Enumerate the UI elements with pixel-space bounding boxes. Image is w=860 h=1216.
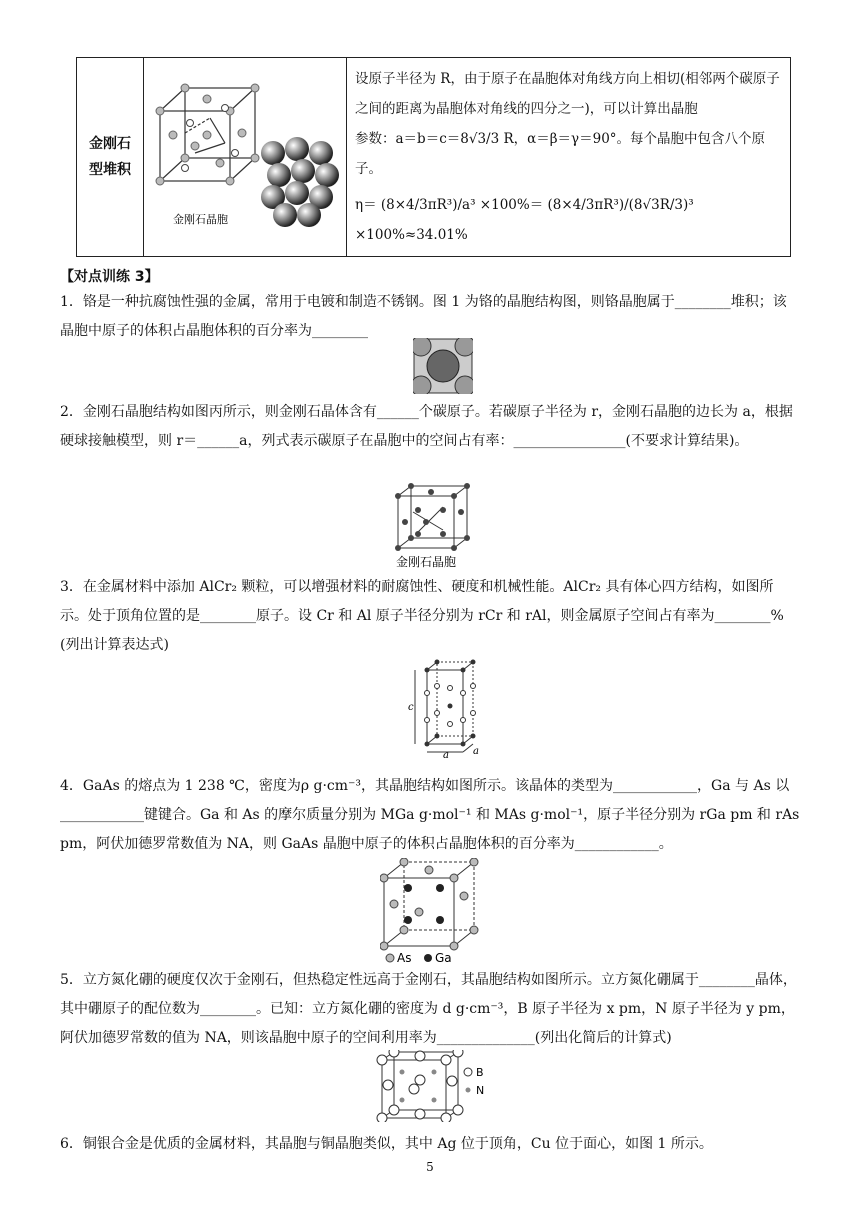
alcr2-a-label-1: a <box>443 750 449 758</box>
diamond-fig2-caption: 金刚石晶胞 <box>396 555 457 569</box>
question-2 <box>60 398 800 456</box>
gaas-legend-as: As <box>397 951 412 964</box>
q1-num: 1． <box>60 294 83 310</box>
q4-text: GaAs 的熔点为 1 238 ℃，密度为ρ g·cm⁻³，其晶胞结构如图所示。该晶体的类型为____________，Ga 与 As 以____________键键合。Ga 和 As 的摩尔质量分别为 MGa g·mol⁻¹ 和 MAs g·mol⁻¹，原子半径分别为 rGa pm 和 rAs pm，阿伏加德罗常数值为 NA，则 GaAs 晶胞中原子的体积占晶胞体积的百分率为____________。 <box>60 778 800 852</box>
q1-text: 铬是一种抗腐蚀性强的金属，常用于电镀和制造不锈钢。图 1 为铬的晶胞结构图，则铬晶胞属于________堆积；该晶胞中原子的体积占晶胞体积的百分率为________ <box>60 294 787 339</box>
q5-num: 5． <box>60 972 83 988</box>
diamond-figure-cell <box>144 58 347 257</box>
alcr2-c-label: c <box>408 702 414 713</box>
question-3 <box>60 573 800 660</box>
desc-line1: 设原子半径为 R，由于原子在晶胞体对角线方向上相切(相邻两个碳原子之间的距离为晶胞体对角线的四分之一)，可以计算出晶胞 <box>355 71 780 117</box>
q6-num: 6． <box>60 1136 83 1152</box>
table-label: 金刚石 型堆积 <box>77 58 144 257</box>
diamond-fig-caption: 金刚石晶胞 <box>173 213 228 226</box>
diamond-packing-table <box>76 57 791 257</box>
question-5 <box>60 966 800 1053</box>
diamond-cell-figure <box>145 63 345 247</box>
bn-legend-n: N <box>476 1084 485 1097</box>
desc-line2: 参数：a＝b＝c＝8√3/3 R，α＝β＝γ＝90°。每个晶胞中包含八个原子。 <box>355 131 766 177</box>
q2-text: 金刚石晶胞结构如图丙所示，则金刚石晶体含有______个碳原子。若碳原子半径为 r，金刚石晶胞的边长为 a，根据硬球接触模型，则 r＝______a，列式表示碳原子在晶胞中的空间占有率：________________(不要求计算结果)。 <box>60 404 793 449</box>
gaas-legend-ga: Ga <box>435 951 452 964</box>
gaas-cell-figure <box>380 858 480 964</box>
q2-num: 2． <box>60 404 83 420</box>
diamond-description <box>347 58 791 257</box>
alcr2-cell-figure <box>405 658 495 758</box>
bn-cell-figure <box>376 1050 496 1122</box>
diamond-cell-figure-2 <box>393 482 473 570</box>
alcr2-a-label-2: a <box>473 746 479 757</box>
q4-num: 4． <box>60 778 83 794</box>
question-6 <box>60 1130 800 1159</box>
page-number: 5 <box>426 1160 434 1174</box>
question-4 <box>60 772 800 859</box>
desc-line3: η＝ (8×4/3πR³)/a³ ×100%＝ (8×4/3πR³)/(8√3R/3)³ ×100%≈34.01% <box>355 197 694 243</box>
chromium-cell-figure <box>413 338 473 394</box>
q5-text: 立方氮化硼的硬度仅次于金刚石，但热稳定性远高于金刚石，其晶胞结构如图所示。立方氮化硼属于________晶体，其中硼原子的配位数为________。已知：立方氮化硼的密度为 d g·cm⁻³，B 原子半径为 x pm，N 原子半径为 y pm，阿伏加德罗常数的值为 NA，则该晶胞中原子的空间利用率为______________(列出化简后的计算式) <box>60 972 797 1046</box>
q3-text: 在金属材料中添加 AlCr₂ 颗粒，可以增强材料的耐腐蚀性、硬度和机械性能。AlCr₂ 具有体心四方结构，如图所示。处于顶角位置的是________原子。设 Cr 和 Al 原子半径分别为 rCr 和 rAl，则金属原子空间占有率为________%(列出计算表达式) <box>60 579 784 653</box>
q3-num: 3． <box>60 579 83 595</box>
q6-text: 铜银合金是优质的金属材料，其晶胞与铜晶胞类似，其中 Ag 位于顶角，Cu 位于面心，如图 1 所示。 <box>82 1136 713 1152</box>
section-title: 【对点训练 3】 <box>60 269 159 285</box>
bn-legend-b: B <box>476 1066 484 1079</box>
